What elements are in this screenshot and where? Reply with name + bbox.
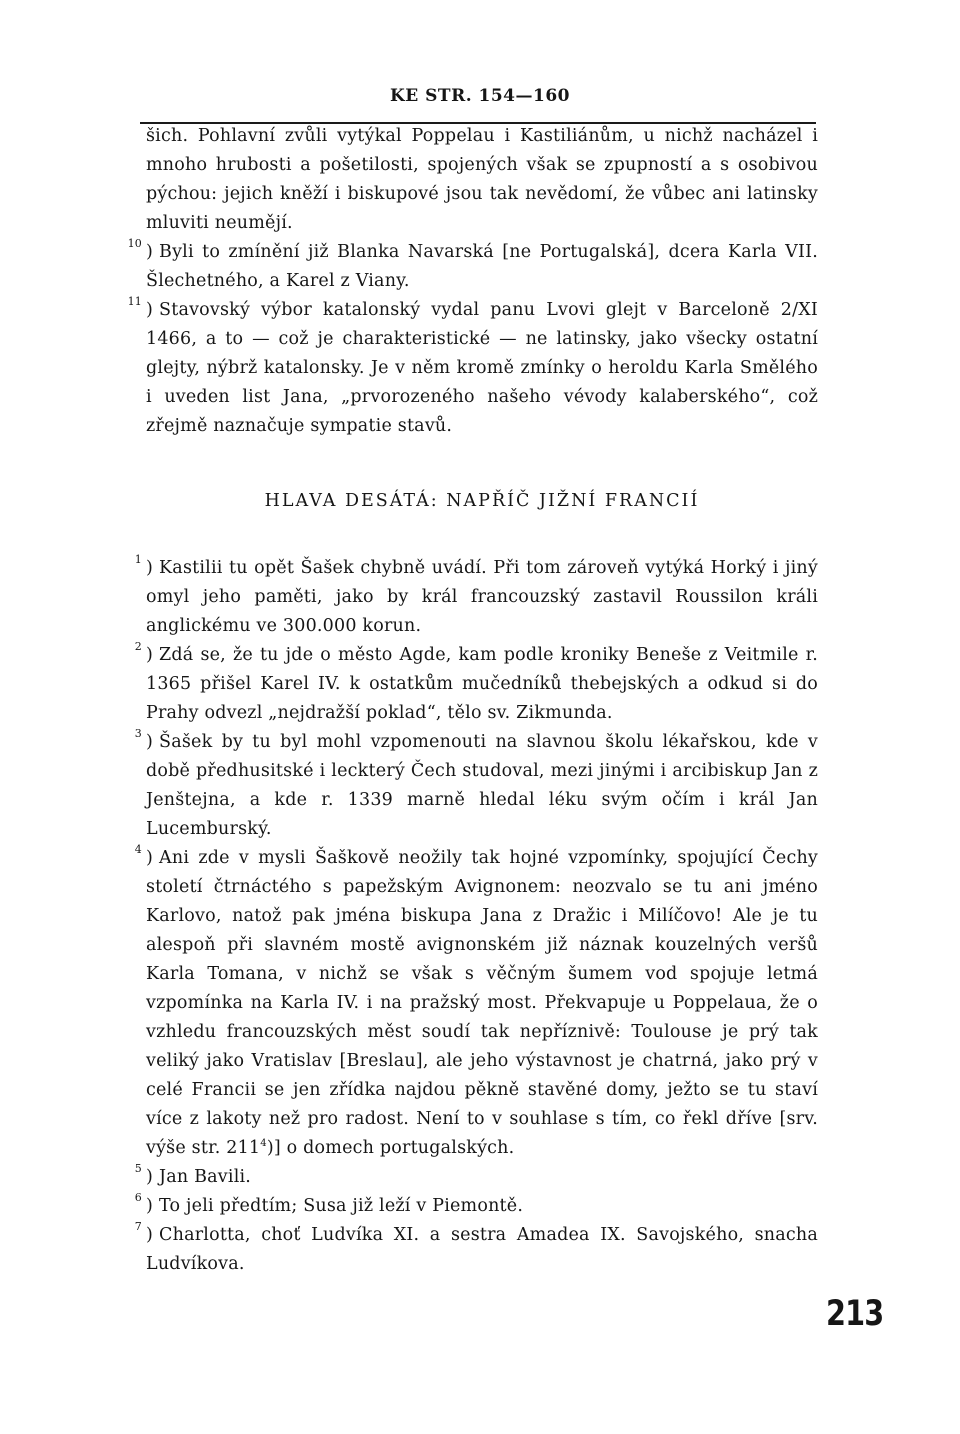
footnote bbox=[134, 640, 818, 728]
footnote-text: Ani zde v mysli Šaškově neožily tak hojné vzpomínky, spojující Čechy století čtrnáctého s papežským Avignonem: neozvalo se tu ani jméno Karlovo, natož pak jména biskupa Jana z Dražic i Milíčovo! Ale je tu alespoň při slavném mostě avignonském již náznak kouzelných veršů Karla Tomana, v nichž se však s věčným šumem vod spojuje letmá vzpomínka na Karla IV. i na pražský most. Překvapuje u Poppelaua, že o vzhledu francouzských měst soudí tak nepříznivě: Toulouse je prý tak veliký jako Vratislav [Breslau], ale jeho výstavnost je chatrná, jako prý v celé Francii se jen zřídka najdou pěkně stavěné domy, ježto se tu staví více z lakoty než pro radost. Není to v souhlase s tím, co řekl dříve [srv. výše str. 211 bbox=[146, 848, 818, 1158]
footnote-number: 4 bbox=[134, 843, 142, 856]
footnote-number: 3 bbox=[134, 727, 142, 740]
page-body bbox=[127, 122, 818, 1279]
footnote-paren: ) bbox=[146, 558, 154, 578]
footnote-number: 1 bbox=[134, 553, 142, 566]
footnote-paren: ) bbox=[146, 300, 154, 320]
footnote bbox=[134, 1220, 818, 1279]
page-number: 213 bbox=[826, 1294, 884, 1334]
footnote-text-end: )] o domech portugalských. bbox=[266, 1138, 515, 1158]
footnote-number: 11 bbox=[127, 295, 142, 308]
footnote-paren: ) bbox=[146, 645, 154, 665]
chapter-heading: HLAVA DESÁTÁ: NAPŘÍČ JIŽNÍ FRANCIÍ bbox=[264, 491, 700, 511]
footnote-text: Kastilii tu opět Šašek chybně uvádí. Při tom zároveň vytýká Horký i jiný omyl jeho paměti, jako by král francouzský zastavil Roussilon králi anglickému ve 300.000 korun. bbox=[146, 558, 818, 636]
footnote-paren: ) bbox=[146, 732, 154, 752]
footnote-text: Charlotta, choť Ludvíka XI. a sestra Amadea IX. Savojského, snacha Ludvíkova. bbox=[146, 1225, 818, 1274]
footnote-text: Jan Bavili. bbox=[159, 1167, 252, 1187]
footnote-number: 5 bbox=[134, 1162, 142, 1175]
running-head: KE STR. 154—160 bbox=[389, 86, 570, 106]
footnote-paren: ) bbox=[146, 848, 154, 868]
footnote-number: 6 bbox=[134, 1191, 142, 1204]
continuation-paragraph: šich. Pohlavní zvůli vytýkal Poppelau i Kastiliánům, u nichž nacházel i mnoho hrubosti a pošetilosti, spojených však se zpupností a s osobivou pýchou: jejich kněží i biskupové jsou tak nevědomí, že vůbec ani latinsky mluviti neumějí. bbox=[146, 126, 818, 233]
footnote-paren: ) bbox=[146, 1225, 154, 1245]
footnote-text: Šašek by tu byl mohl vzpomenouti na slavnou školu lékařskou, kde v době předhusitské i leckterý Čech studoval, mezi jinými i arcibiskup Jan z Jenštejna, a kde r. 1339 marně hledal léku svým očím i král Jan Lucemburský. bbox=[146, 732, 818, 839]
footnote-paren: ) bbox=[146, 1167, 154, 1187]
footnote-number: 2 bbox=[134, 640, 142, 653]
footnote-paren: ) bbox=[146, 242, 154, 262]
footnote bbox=[127, 295, 818, 441]
footnote-number: 10 bbox=[127, 237, 142, 250]
footnote-number: 7 bbox=[134, 1220, 142, 1233]
footnote-text: To jeli předtím; Susa již leží v Piemontě. bbox=[159, 1196, 524, 1216]
footnote bbox=[134, 1191, 818, 1221]
footnote-text: Zdá se, že tu jde o město Agde, kam podle kroniky Beneše z Veitmile r. 1365 přišel Karel IV. k ostatkům mučedníků thebejských a odkud si do Prahy odvezl „nejdražší poklad“, tělo sv. Zikmunda. bbox=[146, 645, 818, 723]
footnote-paren: ) bbox=[146, 1196, 154, 1216]
footnote bbox=[134, 727, 818, 844]
footnote bbox=[134, 843, 818, 1163]
footnote-text: Byli to zmínění již Blanka Navarská [ne Portugalská], dcera Karla VII. Šlechetného, a Karel z Viany. bbox=[146, 242, 818, 291]
footnote-text: Stavovský výbor katalonský vydal panu Lvovi glejt v Barceloně 2/XI 1466, a to — což je charakteristické — ne latinsky, jako všecky ostatní glejty, nýbrž katalonsky. Je v něm kromě zmínky o heroldu Karla Smělého i uveden list Jana, „prvorozeného našeho vévody kalaberského“, což zřejmě naznačuje sympatie stavů. bbox=[146, 300, 818, 436]
footnote-reference: 4 bbox=[260, 1138, 267, 1150]
footnote bbox=[134, 553, 818, 641]
footnote bbox=[127, 237, 818, 296]
footnote bbox=[134, 1162, 818, 1192]
